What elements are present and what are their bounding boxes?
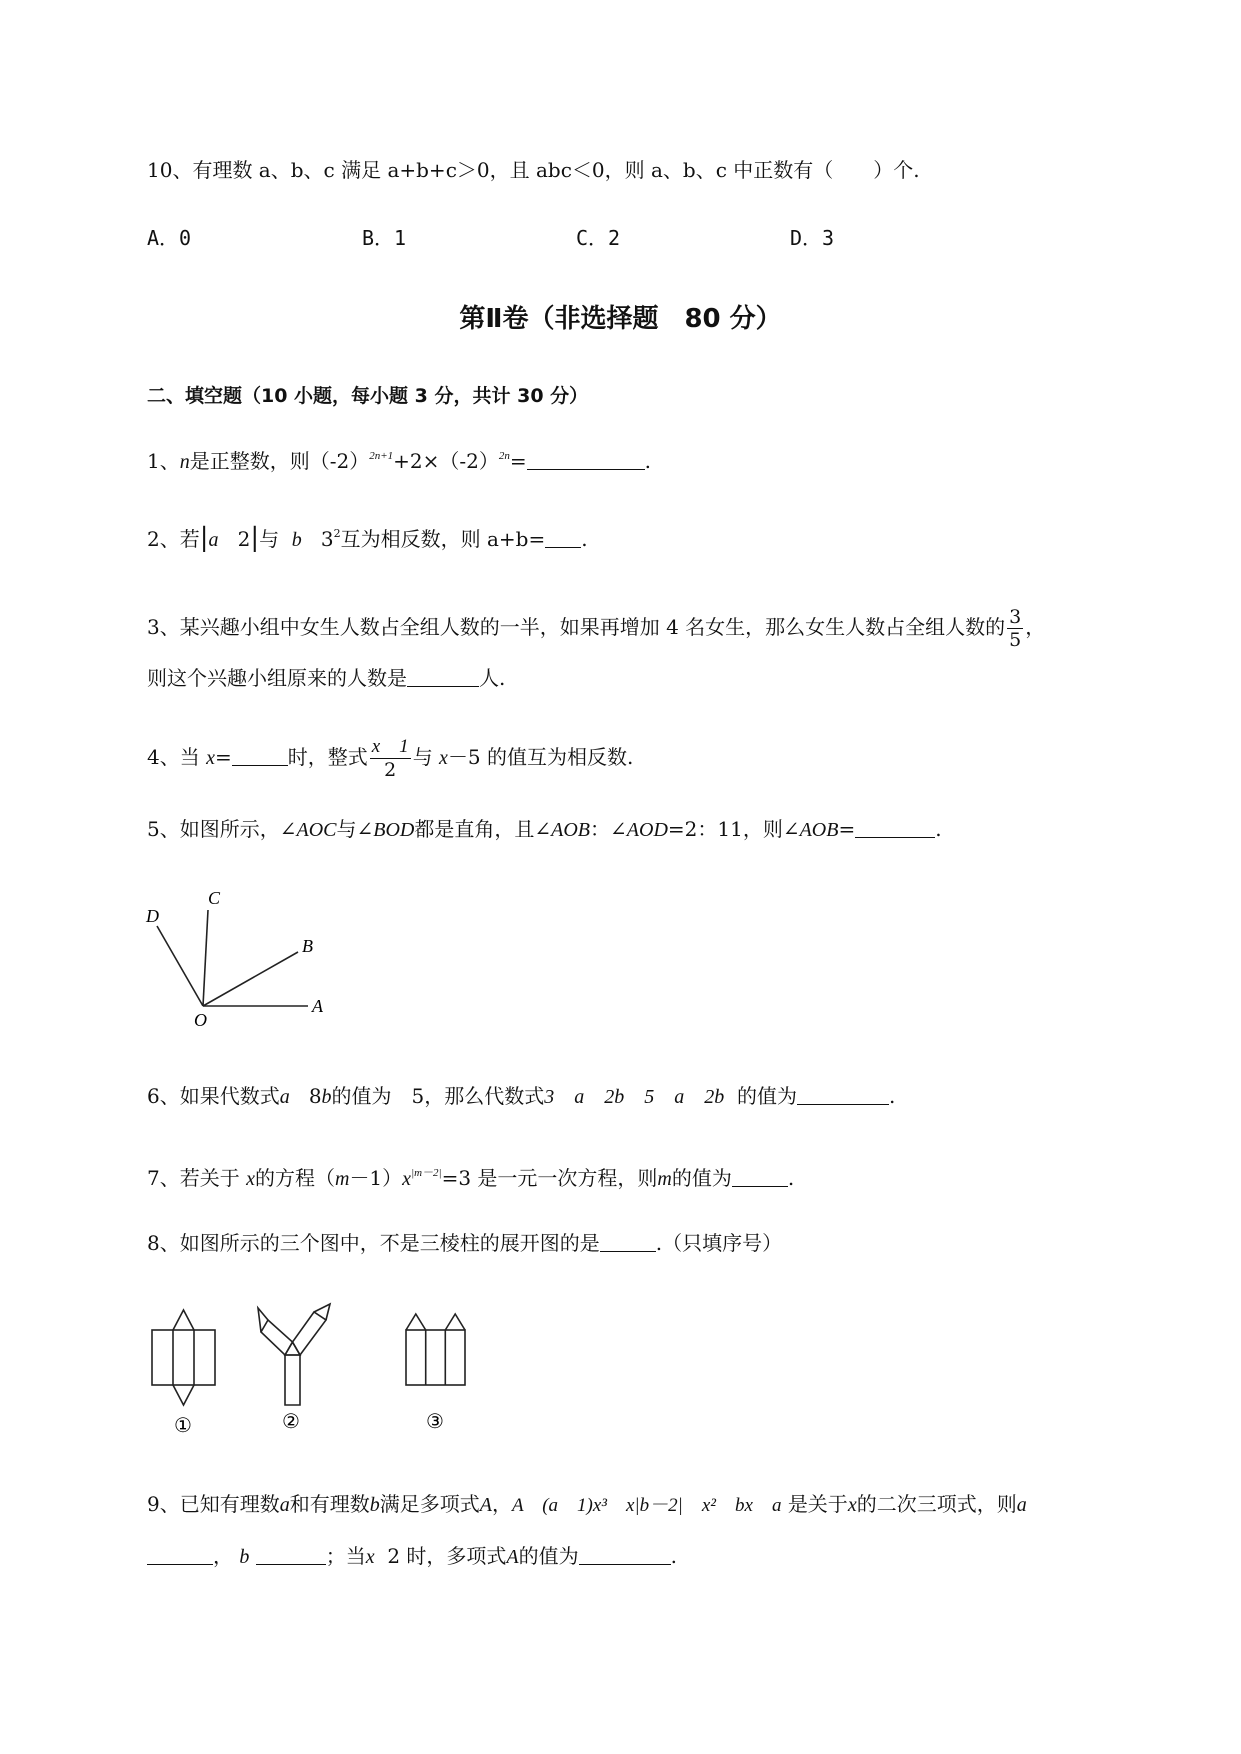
frac-den: 5 <box>1009 629 1022 651</box>
q3-line1: 3、某兴趣小组中女生人数占全组人数的一半，如果再增加 4 名女生，那么女生人数占全组人数的 <box>147 615 1006 639</box>
fill-question-5 <box>147 815 942 844</box>
q9-end: 是关于 <box>787 1492 848 1516</box>
q9-line1: 9、已知有理数 <box>147 1492 280 1516</box>
fraction-x-1-2 <box>370 736 411 781</box>
q3-line2: 则这个兴趣小组原来的人数是 <box>147 666 407 690</box>
q2-tail: . <box>581 527 588 551</box>
option-a: A．0 <box>147 226 192 250</box>
answer-blank <box>407 666 479 687</box>
q5-aob2: AOB <box>799 819 839 841</box>
q7-prefix: 7、若关于 <box>147 1166 240 1190</box>
q7-end2: 的值为 <box>671 1166 732 1190</box>
q6-mid: 8 <box>308 1084 322 1108</box>
net-label-2: ② <box>282 1411 300 1433</box>
q6-val: 的值为 5，那么代数式 <box>331 1084 545 1108</box>
net-label-1: ① <box>174 1415 192 1437</box>
answer-blank <box>797 1084 889 1105</box>
fill-question-1 <box>147 442 651 476</box>
q2-b-rest: 3 <box>320 527 334 551</box>
q7-m: m <box>334 1168 350 1190</box>
q8-tail: .（只填序号） <box>655 1231 783 1255</box>
q4-prefix: 4、当 <box>147 745 200 769</box>
q2-exp: 2 <box>333 527 341 540</box>
q4-eq: = <box>214 745 232 769</box>
answer-blank <box>545 527 581 548</box>
answer-blank <box>579 1544 671 1565</box>
q5-ratio: =2：11，则∠ <box>667 817 800 841</box>
q5-and: 与∠ <box>336 817 374 841</box>
answer-blank <box>600 1231 656 1252</box>
fill-question-4 <box>147 736 633 781</box>
frac-num: 3 <box>1009 606 1022 628</box>
fill-question-3 <box>147 606 1045 651</box>
q9-line2-val: 2 时，多项式 <box>387 1544 507 1568</box>
q9-expr: A (a 1)x³ x|b－2| x² bx a <box>511 1495 782 1516</box>
q1-exp1: 2n+1 <box>369 450 394 462</box>
q5-right: 都是直角，且∠ <box>414 817 552 841</box>
fill-question-2 <box>147 520 588 554</box>
label-c: C <box>208 888 221 908</box>
section-heading: 二、填空题（10 小题，每小题 3 分，共计 30 分） <box>147 385 589 407</box>
label-a: A <box>312 996 323 1016</box>
q5-bod: BOD <box>373 819 415 841</box>
q8-text: 8、如图所示的三个图中，不是三棱柱的展开图的是 <box>147 1231 600 1255</box>
label-d: D <box>146 906 159 926</box>
q6-tail: . <box>889 1084 896 1108</box>
option-b: B．1 <box>362 226 407 250</box>
abs-bar: | <box>250 523 260 553</box>
net-1 <box>152 1310 215 1405</box>
q2-mid: 与 <box>259 527 280 551</box>
prism-nets-figure <box>140 1290 480 1440</box>
q6-b: b <box>321 1086 332 1108</box>
q3-comma: ， <box>1025 615 1046 639</box>
q7-x: x <box>246 1168 255 1190</box>
answer-blank <box>232 745 288 766</box>
fill-question-9 <box>147 1490 1027 1520</box>
q9-b: b <box>369 1494 380 1516</box>
q1-prefix: 1、 <box>147 449 180 473</box>
frac-den: 2 <box>384 759 397 781</box>
answer-blank <box>855 817 935 838</box>
fraction-3-5 <box>1007 606 1023 651</box>
q2-prefix: 2、若 <box>147 527 200 551</box>
q4-x2: x <box>439 747 448 769</box>
q7-exp: |m－2| <box>411 1167 442 1179</box>
q7-m2: m <box>657 1168 672 1190</box>
q7-mid: 的方程（ <box>254 1166 335 1190</box>
q7-mid2: －1） <box>349 1166 403 1190</box>
answer-blank <box>256 1544 326 1565</box>
option-c: C．2 <box>576 226 621 250</box>
q9-mid: 和有理数 <box>289 1492 370 1516</box>
angle-figure <box>140 880 340 1030</box>
fill-question-7 <box>147 1159 794 1193</box>
part2-title: 第Ⅱ卷（非选择题 80 分） <box>459 304 782 334</box>
q1-tail: . <box>644 449 652 473</box>
question-10: 10、有理数 a、b、c 满足 a+b+c＞0，且 abc＜0，则 a、b、c 中正数有（ ）个. <box>147 158 920 182</box>
q4-after: 与 <box>412 745 433 769</box>
q7-tail: . <box>787 1166 795 1190</box>
q5-eq: = <box>838 817 856 841</box>
q5-prefix: 5、如图所示，∠ <box>147 817 297 841</box>
ray-od <box>157 926 203 1006</box>
q1-mid1: 是正整数，则（-2） <box>189 449 370 473</box>
q9-line2-b: b <box>239 1546 250 1568</box>
q5-aoc: AOC <box>296 819 337 841</box>
q3-tail: 人. <box>479 666 506 690</box>
q5-colon: ：∠ <box>590 817 627 841</box>
q7-x2: x <box>402 1168 412 1190</box>
q5-aod: AOD <box>626 819 668 841</box>
q6-a: a <box>279 1086 290 1108</box>
q1-exp2: 2n <box>498 450 510 462</box>
q7-end: =3 是一元一次方程，则 <box>441 1166 658 1190</box>
q2-b: b <box>291 529 302 551</box>
q5-tail: . <box>935 817 942 841</box>
q1-mid2: +2×（-2） <box>393 449 499 473</box>
answer-blank <box>732 1166 788 1187</box>
q4-expr: －5 的值互为相反数. <box>447 745 634 769</box>
fill-question-3-line2 <box>147 664 505 692</box>
fill-question-9-line2: ， b ；当x 2 时，多项式A的值为 . <box>147 1542 677 1571</box>
q9-a: a <box>279 1494 290 1516</box>
ray-oc <box>203 910 208 1006</box>
q2-a: a <box>208 529 219 551</box>
label-b: B <box>302 936 313 956</box>
q6-expr: 3 a 2b 5 a 2b <box>544 1086 725 1108</box>
net-label-3: ③ <box>426 1411 444 1433</box>
q9-end2: 的二次三项式，则 <box>856 1492 1017 1516</box>
answer-blank <box>147 1544 213 1565</box>
net-2 <box>258 1304 330 1405</box>
answer-blank <box>527 449 645 470</box>
q1-n: n <box>179 451 190 473</box>
q6-prefix: 6、如果代数式 <box>147 1084 280 1108</box>
q9-comma: ， <box>491 1492 512 1516</box>
q1-end: = <box>509 449 527 473</box>
net-3 <box>406 1314 465 1385</box>
q4-x: x <box>206 747 215 769</box>
q6-end: 的值为 <box>737 1084 797 1108</box>
q9-mid2: 满足多项式 <box>379 1492 480 1516</box>
fill-question-6 <box>147 1082 895 1111</box>
q9-line2-end: 的值为 <box>518 1544 579 1568</box>
q5-aob: AOB <box>551 819 591 841</box>
label-o: O <box>194 1010 207 1030</box>
abs-bar: | <box>199 523 209 553</box>
frac-num: x 1 <box>371 736 409 757</box>
q9-line2-mid: ；当 <box>325 1544 366 1568</box>
q2-end: 互为相反数，则 a+b= <box>340 527 546 551</box>
q9-tail: . <box>670 1544 677 1568</box>
fill-question-8 <box>147 1229 782 1257</box>
q9-x: x <box>847 1494 857 1516</box>
q9-A: A <box>479 1494 492 1516</box>
ray-ob <box>203 952 298 1006</box>
q9-a2: a <box>1016 1494 1027 1516</box>
q9-line2-x: x <box>365 1546 375 1568</box>
q9-line2-A: A <box>506 1546 519 1568</box>
q2-abs-rest: 2 <box>237 527 251 551</box>
option-d: D．3 <box>790 226 835 250</box>
q4-mid: 时，整式 <box>287 745 368 769</box>
